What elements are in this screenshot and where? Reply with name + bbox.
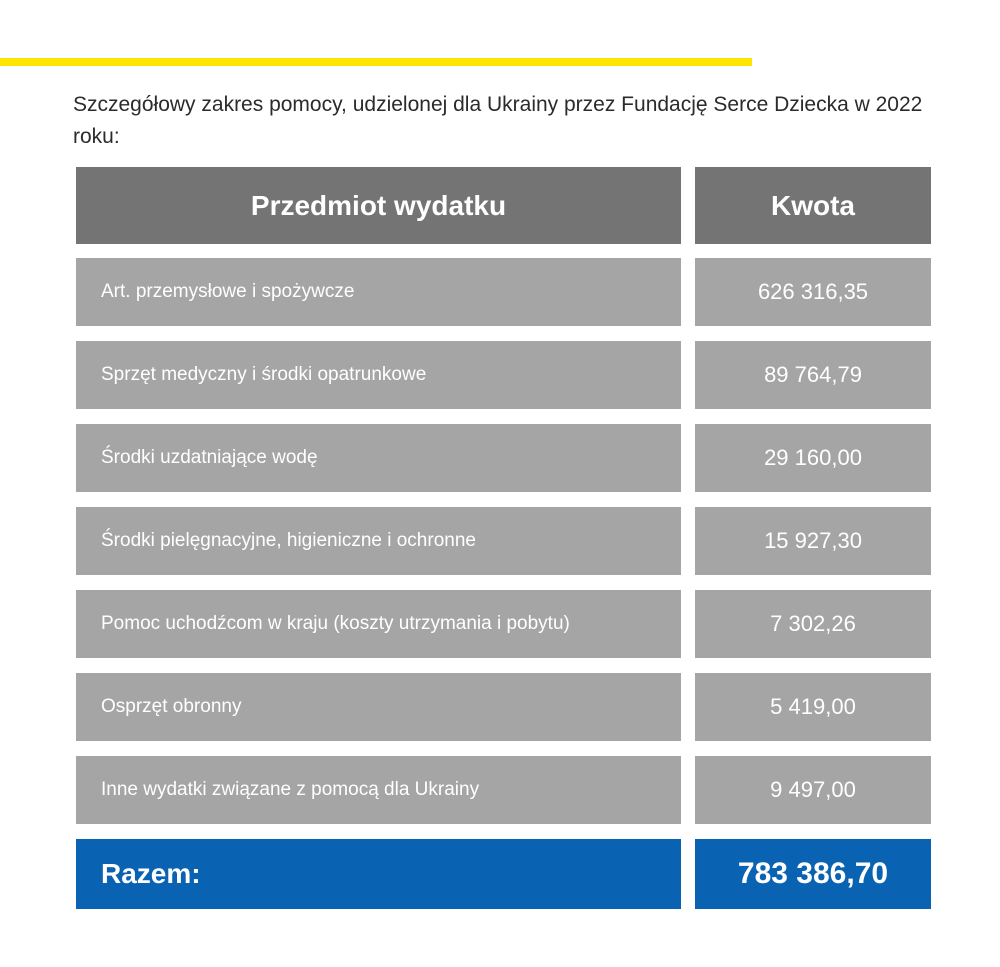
table-row xyxy=(76,756,931,824)
row-item: Sprzęt medyczny i środki opatrunkowe xyxy=(76,341,681,409)
row-amount: 9 497,00 xyxy=(695,756,931,824)
total-amount: 783 386,70 xyxy=(695,839,931,909)
yellow-accent-bar xyxy=(0,58,752,66)
table-row xyxy=(76,590,931,658)
expenses-table xyxy=(76,167,931,924)
intro-text: Szczegółowy zakres pomocy, udzielonej dla Ukrainy przez Fundację Serce Dziecka w 2022 roku: xyxy=(73,93,923,148)
row-amount: 7 302,26 xyxy=(695,590,931,658)
table-row xyxy=(76,258,931,326)
row-item: Środki uzdatniające wodę xyxy=(76,424,681,492)
row-amount: 5 419,00 xyxy=(695,673,931,741)
table-row xyxy=(76,507,931,575)
row-item: Osprzęt obronny xyxy=(76,673,681,741)
row-amount: 89 764,79 xyxy=(695,341,931,409)
total-label: Razem: xyxy=(76,839,681,909)
row-item: Art. przemysłowe i spożywcze xyxy=(76,258,681,326)
row-item: Inne wydatki związane z pomocą dla Ukrainy xyxy=(76,756,681,824)
row-amount: 15 927,30 xyxy=(695,507,931,575)
table-total-row xyxy=(76,839,931,909)
row-item: Środki pielęgnacyjne, higieniczne i ochronne xyxy=(76,507,681,575)
row-item: Pomoc uchodźcom w kraju (koszty utrzymania i pobytu) xyxy=(76,590,681,658)
table-row xyxy=(76,424,931,492)
row-amount: 626 316,35 xyxy=(695,258,931,326)
header-item: Przedmiot wydatku xyxy=(76,167,681,244)
table-header-row xyxy=(76,167,931,244)
row-amount: 29 160,00 xyxy=(695,424,931,492)
header-amount: Kwota xyxy=(695,167,931,244)
table-row xyxy=(76,341,931,409)
table-row xyxy=(76,673,931,741)
